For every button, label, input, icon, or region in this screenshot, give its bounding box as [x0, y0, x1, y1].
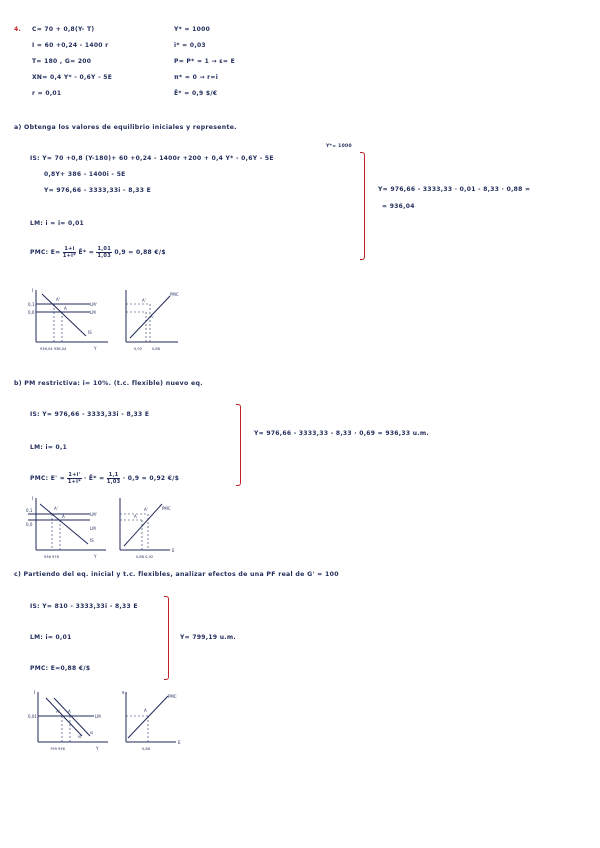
point-a-prime: A' [56, 709, 60, 714]
pmc-lhs: E= [50, 249, 61, 256]
x-ticks: 0,88 0,92 [136, 555, 154, 559]
pmc-label: PMC [162, 506, 171, 511]
is-curve [54, 698, 90, 736]
section-a-is-superscript: Y*= 1000 [326, 144, 352, 149]
given-taxes: T= 180 , G= 200 [32, 58, 92, 65]
axis-i-label: i [32, 288, 34, 294]
section-c-islm-graph [28, 688, 116, 752]
section-a-result: Y= 976,66 - 3333,33 · 0,01 - 8,33 · 0,88 = [378, 186, 531, 193]
section-c-pmc-graph [118, 688, 198, 752]
section-b-islm-graph [26, 496, 116, 560]
point-a: A [144, 708, 147, 713]
given-inflation: π* = 0 → r=i [174, 74, 219, 81]
section-c-pmc: PMC: E=0,88 €/$ [30, 665, 91, 672]
pmc-equals: = [99, 475, 105, 482]
section-a-result-final: = 936,04 [382, 203, 415, 210]
pmc-fraction-rates: $\frac{1+i'}{1+i*}$ [67, 472, 82, 485]
tick-0-1: 0,1 [28, 302, 35, 307]
given-net-exports: XN= 0,4 Y* - 0,6Y - 5E [32, 74, 113, 81]
problem-number: 4. [14, 26, 22, 33]
section-b-is: IS: Y= 976,66 - 3333,33i - 8,33 E [30, 411, 150, 418]
pmc-fraction-values: $\frac{1,1}{1,03}$ [106, 472, 121, 485]
given-investment: I = 60 +0,24 - 1400 r [32, 42, 109, 49]
is-label: IS [90, 538, 94, 543]
given-rate: r = 0,01 [32, 90, 62, 97]
section-a-bracket [360, 152, 365, 260]
is-prime-curve [46, 698, 82, 736]
point-a-prime: A' [56, 297, 60, 302]
pmc-equals: = [88, 249, 95, 256]
x-ticks: 936,04 936,04 [40, 347, 67, 351]
point-a-prime: A' [144, 507, 148, 512]
section-a-pmc [30, 246, 166, 259]
given-consumption: C= 70 + 0,8(Y- T) [32, 26, 95, 33]
lm-prime-label: LM' [90, 302, 97, 307]
axis-y-label: Y [96, 746, 99, 751]
pmc-fraction-values: $\frac{1,01}{1,03}$ [97, 246, 111, 259]
is-label: IS: [30, 155, 40, 162]
section-c-bracket [164, 596, 169, 680]
pmc-expected: · Ē* [83, 475, 97, 482]
point-a: A [64, 306, 67, 311]
given-prices: P= P* = 1 → ε= E [174, 58, 235, 65]
given-foreign-rate: i* = 0,03 [174, 42, 206, 49]
axis-i-label: i [32, 496, 34, 502]
section-a-is-line3: Y= 976,66 - 3333,33i - 8,33 E [44, 187, 152, 194]
x-tick-2: 0,88 [152, 347, 161, 351]
tick-0-1: 0,1 [26, 508, 33, 513]
axis-e-label: E [172, 548, 175, 553]
section-c-is: IS: Y= 810 - 3333,33i - 8,33 E [30, 603, 138, 610]
pmc-result: · 0,9 = 0,92 €/$ [122, 475, 180, 482]
x-tick-1: 0,92 [134, 347, 143, 351]
axis-e-label: E [178, 740, 181, 745]
x-ticks: 936 976 [44, 555, 59, 559]
tick-0-01: 0,01 [28, 714, 37, 719]
pmc-label: PMC [170, 292, 179, 297]
axis-i-label: i [34, 690, 36, 696]
section-a-pmc-graph [120, 288, 200, 352]
point-a: A [134, 514, 137, 519]
pmc-label: PMC: [30, 475, 49, 482]
point-a: A [62, 514, 65, 519]
section-a-lm: LM: i = i= 0,01 [30, 220, 85, 227]
axis-y-label: Y [94, 346, 97, 351]
point-a-prime: A' [54, 506, 58, 511]
x-tick: 0,88 [142, 747, 151, 751]
pmc-label: PMC: [30, 249, 49, 256]
lm-label: LM [95, 714, 101, 719]
pmc-result: 0,9 = 0,88 €/$ [114, 249, 166, 256]
section-a-title: a) Obtenga los valores de equilibrio iniciales y represente. [14, 124, 237, 131]
section-c-result: Y= 799,19 u.m. [180, 634, 236, 641]
point-a-prime: A' [142, 298, 146, 303]
given-expected-exchange: Ē* = 0,9 $/€ [174, 90, 218, 97]
point-a: A [68, 709, 71, 714]
section-b-pmc-graph [112, 496, 192, 560]
pmc-label: PMC [168, 694, 177, 699]
is-curve [42, 294, 86, 336]
is-prime-label: IS' [78, 735, 83, 739]
section-b-bracket [236, 404, 241, 486]
axis-epsilon-label: ε [122, 690, 125, 696]
section-c-title: c) Partiendo del eq. inicial y t.c. flexibles, analizar efectos de una PF real de G' = 100 [14, 571, 339, 578]
lm-prime-label: LM' [90, 512, 97, 517]
tick-0-0: 0,0 [28, 310, 35, 315]
section-b-pmc [30, 472, 179, 485]
pmc-line [124, 504, 162, 546]
pmc-expected: Ē* [78, 249, 87, 256]
lm-label: LM [90, 526, 96, 531]
axis-y-label: Y [94, 554, 97, 559]
section-a-is-line1 [30, 155, 274, 163]
is-curve [40, 504, 88, 544]
section-c-lm: LM: i= 0,01 [30, 634, 72, 641]
x-ticks: 799 936 [50, 747, 65, 751]
section-b-lm: LM: i= 0,1 [30, 444, 68, 451]
pmc-fraction-rates: $\frac{1+i}{1+i*}$ [62, 246, 77, 259]
section-a-is-line2: 0,8Y+ 386 - 1400i - 5E [44, 171, 126, 178]
given-foreign-output: Y* = 1000 [174, 26, 211, 33]
is-label: IS [88, 330, 92, 335]
point-a: A [150, 314, 153, 319]
section-b-result: Y= 976,66 - 3333,33 - 8,33 · 0,69 = 936,33 u.m. [254, 430, 429, 437]
tick-0-0: 0,0 [26, 522, 33, 527]
lm-label: LM [90, 310, 96, 315]
is-expression: Y= 70 +0,8 (Y-180)+ 60 +0,24 - 1400r +200 + 0,4 Y* - 0,6Y - 5E [42, 155, 274, 162]
is-label: IS [90, 731, 94, 735]
pmc-lhs: E' = [50, 475, 66, 482]
section-b-title: b) PM restrictiva: i= 10%. (t.c. flexible) nuevo eq. [14, 380, 203, 387]
section-a-islm-graph [28, 288, 114, 352]
